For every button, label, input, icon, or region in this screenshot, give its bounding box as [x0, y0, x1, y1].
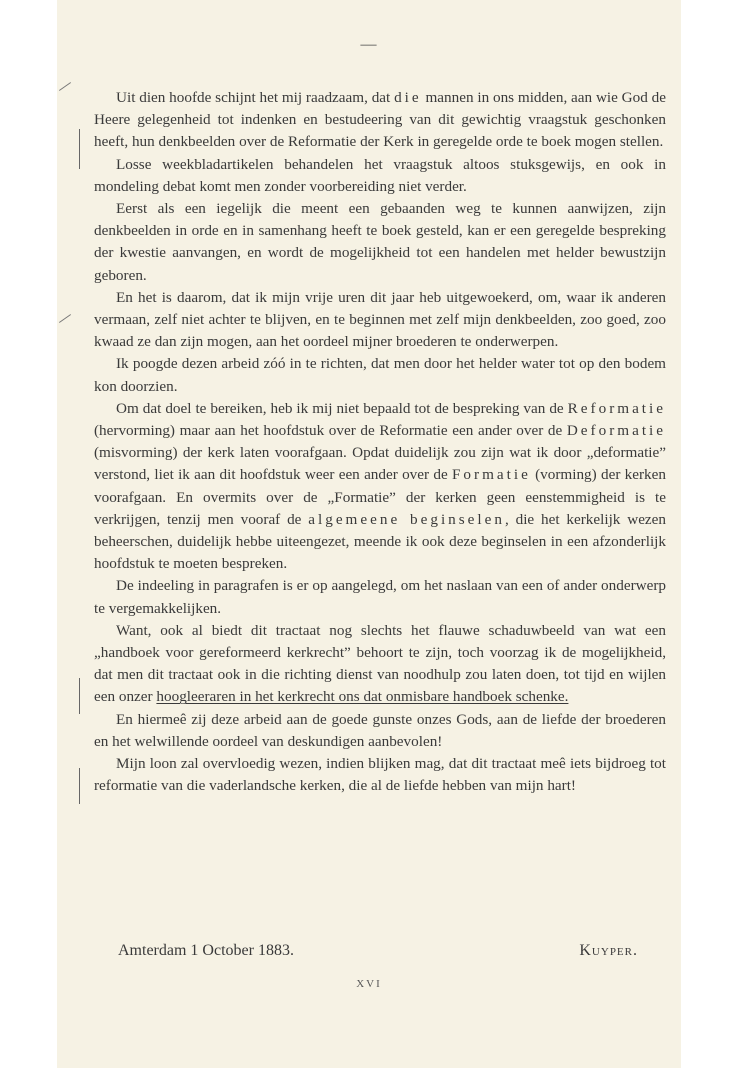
- signoff: [118, 942, 638, 960]
- body-text: [94, 87, 666, 798]
- page-number: XVI: [356, 978, 382, 990]
- text-run: En hiermeê zij deze arbeid aan de goede gunste onzes Gods, aan de liefde der broederen en het welwillende oordeel van deskundigen aanbevolen!: [94, 710, 666, 750]
- paragraph: [94, 398, 666, 576]
- paragraph: [94, 353, 666, 397]
- paragraph: [94, 709, 666, 753]
- spaced-emphasis: Deformatie: [566, 422, 666, 440]
- text-run: En het is daarom, dat ik mijn vrije uren dit jaar heb uitgewoekerd, om, waar ik anderen vermaan, zelf niet achter te blijven, en te beginnen met zelf mijn denkbeelden, zoo goed, zoo kwaad ze dan zijn mogen, aan het oordeel mijner broederen te onderwerpen.: [94, 288, 666, 351]
- paragraph: [94, 753, 666, 797]
- underlined-text: hoogleeraren in het kerkrecht ons dat onmisbare handboek schenke.: [156, 688, 569, 706]
- text-run: , die het kerkelijk wezen beheerschen, duidelijk hebbe uiteengezet, meende ik ook deze beginselen in een afzonderlijk hoofdstuk te moeten bespreken.: [94, 510, 667, 573]
- paragraph: [94, 575, 666, 619]
- text-run: mannen in ons midden, aan wie God de Heere gelegenheid tot indenken en bestudeering van dit gewichtig vraagstuk geschonken heeft, hun denkbeelden over de Reformatie der Kerk in geregelde orde te boek mogen stellen.: [94, 89, 666, 151]
- text-run: Ik poogde dezen arbeid zóó in te richten, dat men door het helder water tot op den bodem kon doorzien.: [94, 355, 666, 395]
- paragraph: [94, 620, 666, 709]
- text-run: Om dat doel te bereiken, heb ik mij niet bepaald tot de bespreking van de: [116, 399, 568, 417]
- text-run: (misvorming) der kerk laten voorafgaan. Opdat duidelijk zou zijn wat ik door „deformatie” verstond, liet ik aan dit hoofdstuk weer een ander over de: [94, 444, 666, 484]
- spaced-emphasis: die: [394, 89, 422, 106]
- author-signature: Kuyper.: [579, 942, 638, 959]
- text-run: Losse weekbladartikelen behandelen het vraagstuk altoos stuksgewijs, en ook in mondeling debat komt men zonder voorbereiding niet verder.: [94, 155, 666, 195]
- text-run: De indeeling in paragrafen is er op aangelegd, om het naslaan van een of ander onderwerp te vergemakkelijken.: [94, 577, 666, 617]
- place-date: Amterdam 1 October 1883.: [118, 942, 294, 959]
- page-marker: —: [360, 36, 378, 53]
- spaced-emphasis: algemeene beginselen: [308, 510, 505, 528]
- margin-line-mark: [79, 678, 80, 714]
- paragraph: [94, 87, 666, 154]
- margin-line-mark: [79, 768, 80, 804]
- spaced-emphasis: Formatie: [451, 466, 531, 484]
- paragraph: [94, 287, 666, 354]
- text-run: Mijn loon zal overvloedig wezen, indien blijken mag, dat dit tractaat meê iets bijdroeg tot reformatie van die vaderlandsche kerken, die al de liefde hebben van mijn hart!: [94, 755, 666, 795]
- margin-line-mark: [79, 129, 80, 169]
- text-run: Want, ook al biedt dit tractaat nog slechts het flauwe schaduwbeeld van wat een „handboek voor gereformeerd kerkrecht” behoort te zijn, toch voorzag ik de mogelijkheid, dat men dit tractaat ook in die richting dienst van noodhulp zou laten doen, tot tijd en wijlen een onzer: [94, 621, 666, 706]
- paragraph: [94, 198, 666, 287]
- text-run: Eerst als een iegelijk die meent een gebaanden weg te kunnen aanwijzen, zijn denkbeelden in orde en in samenhang heeft te boek gesteld, kan er een geregelde bespreking der kwestie aanvangen, en wordt de mogelijkheid tot een handelen met helder bewustzijn geboren.: [94, 200, 666, 284]
- paragraph: [94, 154, 666, 198]
- text-run: (vorming) der kerken voorafgaan. En overmits over de „Formatie” der kerken geen eenstemmigheid is te verkrijgen, tenzij men vooraf de: [94, 466, 666, 528]
- text-run: (hervorming) maar aan het hoofdstuk over de Reformatie een ander over de: [94, 422, 567, 440]
- spaced-emphasis: Reformatie: [567, 399, 666, 417]
- text-run: Uit dien hoofde schijnt het mij raadzaam, dat: [116, 89, 395, 106]
